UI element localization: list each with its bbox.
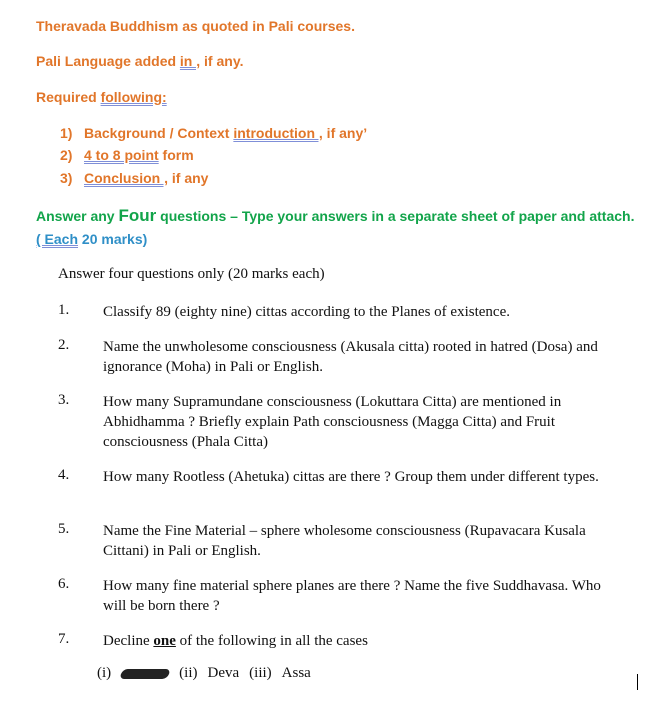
requirement-link: introduction , — [233, 125, 323, 141]
requirement-link: 4 to 8 point — [84, 147, 159, 163]
marks-link: ( Each — [36, 231, 79, 247]
heading-line-3 — [36, 89, 167, 105]
requirement-post: form — [158, 147, 194, 163]
heading-line-3-pre: Required — [36, 89, 101, 105]
requirement-number: 1) — [60, 125, 73, 141]
instructions-pre: Answer any — [36, 208, 119, 224]
requirement-post: if any’ — [322, 125, 368, 141]
questions-intro: Answer four questions only (20 marks each) — [58, 266, 325, 282]
heading-line-1: Theravada Buddhism as quoted in Pali courses. — [36, 18, 355, 34]
marks-line — [36, 231, 147, 247]
question-number: 6. — [58, 576, 70, 592]
question-text: Name the unwholesome consciousness (Akusala citta) rooted in hatred (Dosa) and ignorance (Moha) in Pali or English. — [103, 339, 598, 375]
question-number: 1. — [58, 302, 70, 318]
heading-line-2 — [36, 53, 243, 69]
requirement-number: 2) — [60, 147, 73, 163]
question-text: How many Rootless (Ahetuka) cittas are there ? Group them under different types. — [103, 469, 599, 485]
requirement-item — [60, 125, 367, 141]
marks-post: 20 marks) — [78, 231, 148, 247]
heading-line-2-link: in , — [179, 53, 201, 69]
question-number: 3. — [58, 392, 70, 408]
question-text: How many Supramundane consciousness (Lokuttara Citta) are mentioned in Abhidhamma ? Briefly explain Path consciousness (Magga Citta) and Fruit consciousness (Phala Citta) — [103, 394, 562, 450]
case-iii-word: Assa — [281, 665, 311, 681]
requirement-item — [60, 170, 208, 186]
question-text: Name the Fine Material – sphere wholesome consciousness (Rupavacara Kusala Cittani) in Pali or English. — [103, 523, 586, 559]
scribbled-out-word — [119, 669, 171, 679]
instructions-count: Four — [118, 206, 157, 225]
heading-line-2-pre: Pali Language added — [36, 53, 180, 69]
question-number: 4. — [58, 467, 70, 483]
requirement-post: if any — [168, 170, 209, 186]
requirement-pre: Background / Context — [84, 125, 234, 141]
question-text-emphasis: one — [153, 633, 176, 649]
requirement-link: Conclusion , — [84, 170, 168, 186]
instructions-post: questions – Type your answers in a separate sheet of paper and attach. — [156, 208, 635, 224]
question-text: Classify 89 (eighty nine) cittas according to the Planes of existence. — [103, 304, 510, 320]
question-text — [103, 631, 603, 651]
case-i-label: (i) — [97, 665, 112, 681]
instructions-line — [36, 206, 635, 226]
question-text: How many fine material sphere planes are there ? Name the five Suddhavasa. Who will be born there ? — [103, 578, 601, 614]
question-number: 7. — [58, 631, 70, 647]
question-text-pre: Decline — [103, 633, 154, 649]
requirement-item — [60, 147, 194, 163]
question-number: 5. — [58, 521, 70, 537]
question-text-post: of the following in all the cases — [175, 633, 368, 649]
heading-line-2-post: if any. — [200, 53, 244, 69]
requirement-number: 3) — [60, 170, 73, 186]
heading-line-3-link: following: — [100, 89, 167, 105]
question-number: 2. — [58, 337, 70, 353]
cases-line — [97, 665, 321, 682]
text-cursor — [637, 674, 638, 690]
case-iii-label: (iii) — [249, 665, 272, 681]
case-ii-word: Deva — [207, 665, 240, 681]
case-ii-label: (ii) — [179, 665, 198, 681]
